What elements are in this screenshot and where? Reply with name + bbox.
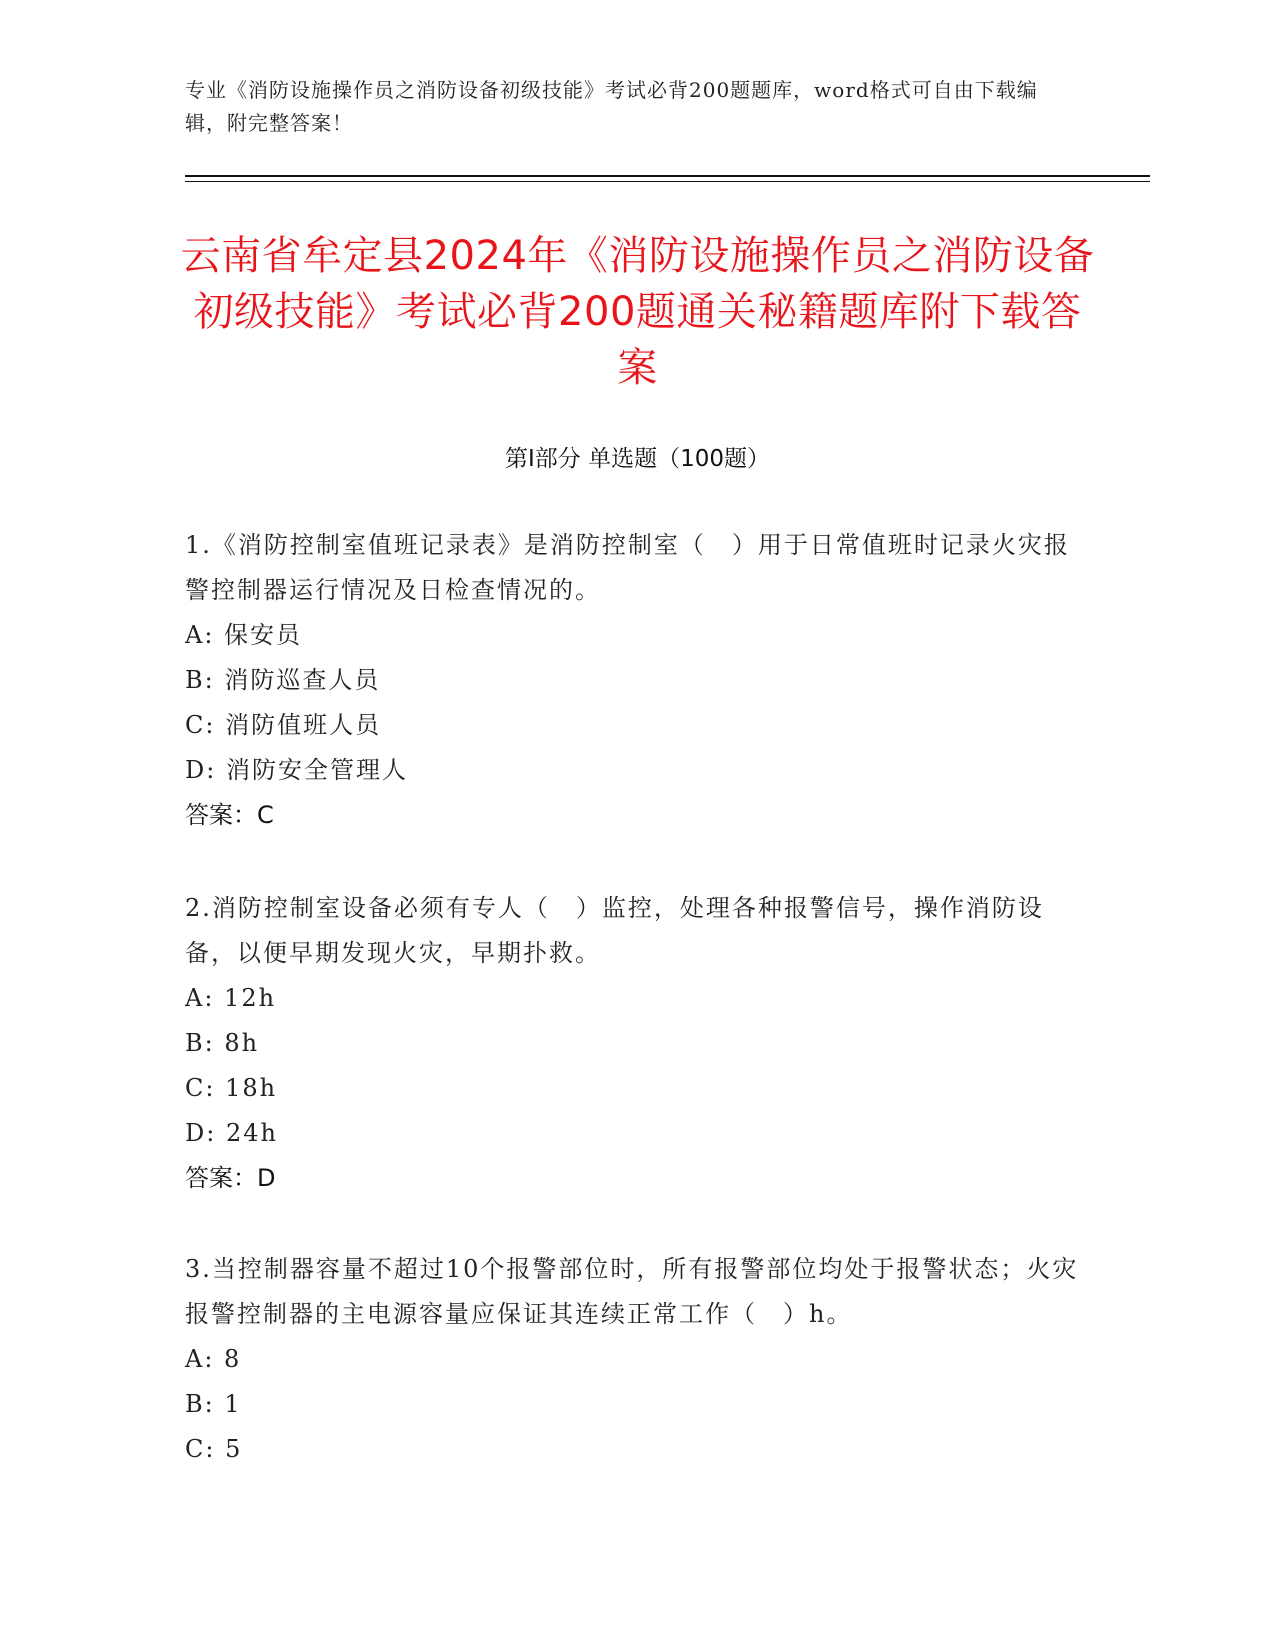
answer-line: 答案：C <box>185 801 274 829</box>
question-block <box>185 523 1085 838</box>
answer-line: 答案：D <box>185 1164 276 1192</box>
document-title: 云南省牟定县2024年《消防设施操作员之消防设备初级技能》考试必背200题通关秘籍题库附下载答案 <box>180 233 1095 391</box>
option-a: A: 8 <box>185 1345 242 1373</box>
question-block <box>185 1247 1085 1472</box>
option-d: D: 24h <box>185 1119 278 1147</box>
question-block <box>185 886 1085 1201</box>
section-heading: 第Ⅰ部分 单选题（100题） <box>505 446 770 472</box>
header-divider-thick <box>185 175 1150 177</box>
option-c: C: 18h <box>185 1074 278 1102</box>
header-divider-thin <box>185 181 1150 182</box>
header-note: 专业《消防设施操作员之消防设备初级技能》考试必背200题题库，word格式可自由下载编辑，附完整答案！ <box>185 78 1038 135</box>
question-stem: 2.消防控制室设备必须有专人（ ）监控，处理各种报警信号，操作消防设备，以便早期发现火灾，早期扑救。 <box>185 894 1044 967</box>
option-c: C: 5 <box>185 1435 243 1463</box>
option-b: B: 8h <box>185 1029 260 1057</box>
option-a: A: 保安员 <box>185 621 303 649</box>
option-a: A: 12h <box>185 984 277 1012</box>
option-d: D: 消防安全管理人 <box>185 756 408 784</box>
option-c: C: 消防值班人员 <box>185 711 382 739</box>
option-b: B: 消防巡查人员 <box>185 666 381 694</box>
question-stem: 3.当控制器容量不超过10个报警部位时，所有报警部位均处于报警状态；火灾报警控制器的主电源容量应保证其连续正常工作（ ）h。 <box>185 1255 1079 1328</box>
question-stem: 1.《消防控制室值班记录表》是消防控制室（ ）用于日常值班时记录火灾报警控制器运行情况及日检查情况的。 <box>185 531 1070 604</box>
option-b: B: 1 <box>185 1390 242 1418</box>
